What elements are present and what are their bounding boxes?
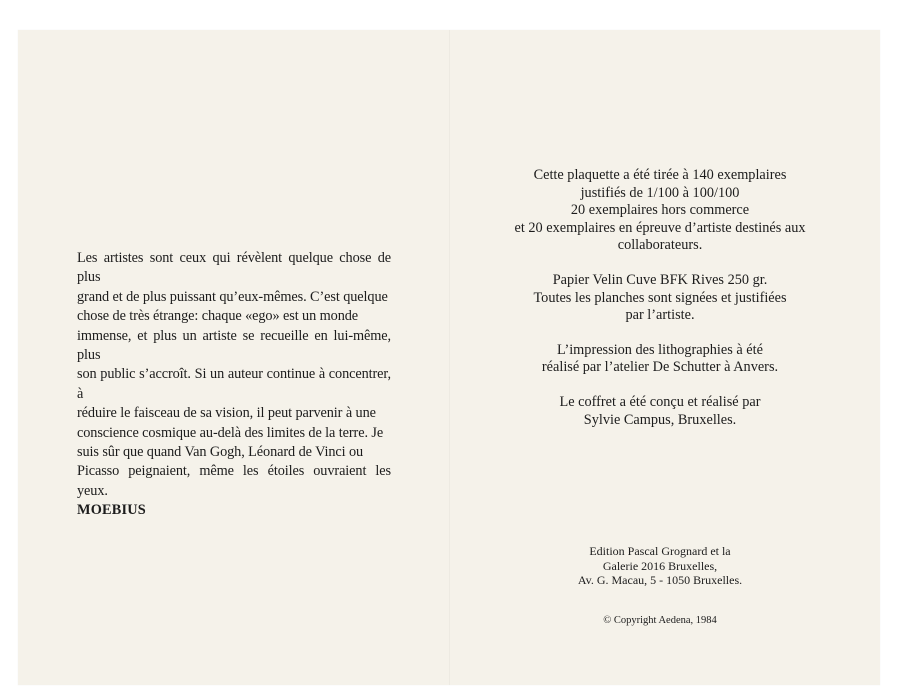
colophon-line: justifiés de 1/100 à 100/100 xyxy=(580,184,740,201)
colophon-line: Cette plaquette a été tirée à 140 exemplaires xyxy=(533,167,787,183)
colophon-line: par l’artiste. xyxy=(625,307,695,324)
colophon-line: Le coffret a été conçu et réalisé par xyxy=(559,393,761,410)
colophon-line: collaborateurs. xyxy=(617,237,703,254)
printing-paragraph xyxy=(485,342,835,377)
colophon xyxy=(485,167,835,446)
colophon-line: L’impression des lithographies à été xyxy=(557,341,763,358)
colophon-line: 20 exemplaires hors commerce xyxy=(570,202,750,219)
box-paragraph xyxy=(485,394,835,429)
edition-block xyxy=(565,544,755,588)
edition-line: Galerie 2016 Bruxelles, xyxy=(602,558,718,573)
quote-line: chose de très étrange: chaque «ego» est un monde xyxy=(77,308,359,325)
quote-line: grand et de plus puissant qu’eux-mêmes. C’est quelque xyxy=(77,288,388,305)
quote-line: suis sûr que quand Van Gogh, Léonard de Vinci ou xyxy=(77,444,364,461)
colophon-line: Toutes les planches sont signées et justifiées xyxy=(533,289,787,306)
colophon-line: Papier Velin Cuve BFK Rives 250 gr. xyxy=(552,271,768,288)
quote-line: réduire le faisceau de sa vision, il peut parvenir à une xyxy=(77,405,376,422)
copyright-notice: © Copyright Aedena, 1984 xyxy=(603,615,717,626)
edition-line: Edition Pascal Grognard et la xyxy=(589,544,731,558)
center-fold xyxy=(449,30,450,685)
quote-line: son public s’accroît. Si un auteur continue à concentrer, à xyxy=(77,366,391,402)
paper-paragraph xyxy=(485,272,835,325)
colophon-line: et 20 exemplaires en épreuve d’artiste destinés aux xyxy=(514,219,806,236)
moebius-quote xyxy=(77,249,391,521)
quote-line: Picasso peignaient, même les étoiles ouvraient les yeux. xyxy=(77,463,391,499)
quote-line: immense, et plus un artiste se recueille en lui-même, plus xyxy=(77,327,391,364)
print-run-paragraph xyxy=(485,167,835,255)
quote-line: conscience cosmique au-delà des limites de la terre. Je xyxy=(77,424,384,441)
quote-author: MOEBIUS xyxy=(77,502,146,519)
quote-line: Les artistes sont ceux qui révèlent quelque chose de plus xyxy=(77,250,391,286)
edition-line: Av. G. Macau, 5 - 1050 Bruxelles. xyxy=(577,573,743,587)
colophon-line: réalisé par l’atelier De Schutter à Anvers. xyxy=(541,359,779,376)
colophon-line: Sylvie Campus, Bruxelles. xyxy=(583,411,737,428)
